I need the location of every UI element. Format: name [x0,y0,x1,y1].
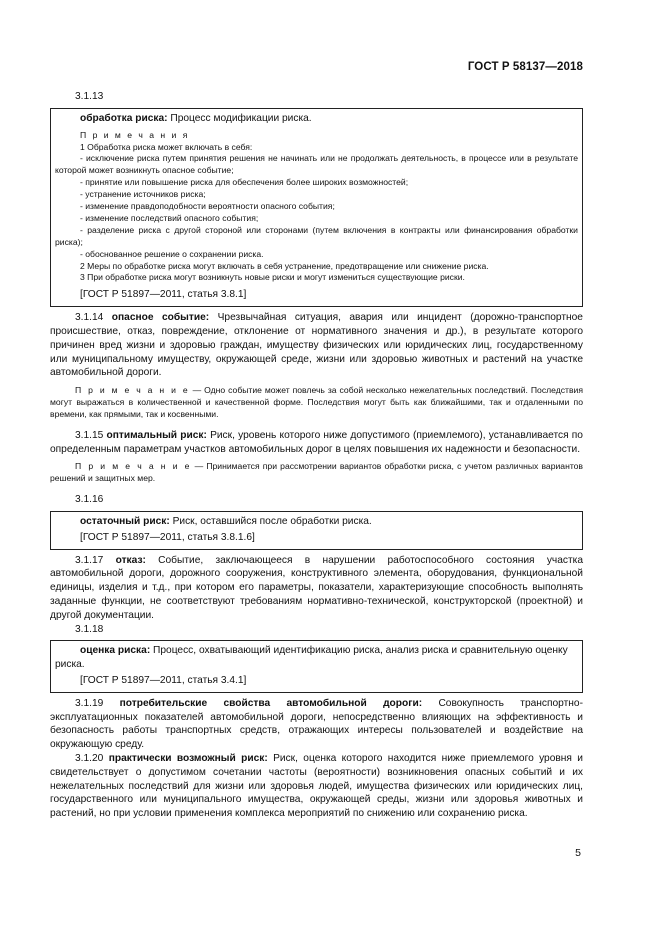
note [50,385,583,421]
term: практически возможный риск: [108,753,268,765]
clause-text: Чрезвычайная ситуация, авария или инцидент (дорожно-транспортное происшествие, отказ, повреждение, отклонение от нормативного значения и др.), в результате которого причинен вред жизни и здоровью граждан, имуществу физических или юридических лиц, государственному или муниципальному имуществу, окружающей среде, жизни или здоровью животных и растений на участке автомобильной дороги. [50,312,583,379]
clause-number: 3.1.17 [75,554,104,566]
clause-3-1-17 [50,554,583,623]
definition: Процесс, охватывающий идентификацию риска, анализ риска и сравнительную оценку риска. [55,645,568,671]
standard-header: ГОСТ Р 58137—2018 [467,61,583,73]
source-reference: [ГОСТ Р 51897—2011, статья 3.8.1.6] [80,531,255,543]
definition-box-3-1-13 [50,108,583,307]
note-2: 2 Меры по обработке риска могут включать в себя устранение, предотвращение или снижение риска. [80,260,489,271]
note [50,461,583,485]
note-bullet: - разделение риска с другой стороной или сторонами (путем включения в контракты или финансирования обработки риска); [55,224,578,247]
term: оценка риска: [80,645,151,657]
term: обработка риска: [80,112,168,124]
clause-3-1-20 [50,752,583,821]
term: оптимальный риск: [106,429,207,441]
clause-number: 3.1.20 [75,753,104,765]
note-bullet: - изменение последствий опасного события; [80,212,259,223]
note-label: П р и м е ч а н и е [75,461,192,472]
page-content [50,90,583,821]
term: опасное событие: [111,312,210,324]
clause-text: Риск, оценка которого находится ниже приемлемого уровня и свидетельствует о допустимом сочетании частоты (вероятности) возникновения опасных событий и их нежелательных последствий для жизни или здоровья людей, имущества физических или юридических лиц, государственного или муниципального имущества, окружающей среды, жизни или здоровья животных и растений, но при условии применения комплекса мероприятий по снижению или сохранению риска. [50,753,583,820]
definition-box-3-1-16 [50,511,583,550]
notes-title: П р и м е ч а н и я [80,129,190,140]
clause-number: 3.1.16 [75,494,104,506]
page-number: 5 [575,847,581,859]
note-3: 3 При обработке риска могут возникнуть новые риски и могут измениться существующие риски. [80,272,465,283]
note-bullet: - исключение риска путем принятия решения не начинать или не продолжать деятельность, в процессе или в результате которой может возникнуть опасное событие; [55,153,578,176]
term: остаточный риск: [80,516,170,528]
definition: Риск, оставшийся после обработки риска. [169,516,372,528]
clause-3-1-14 [50,311,583,380]
source-reference: [ГОСТ Р 51897—2011, статья 3.4.1] [80,675,247,687]
clause-number: 3.1.19 [75,697,104,709]
note-text: — Принимается при рассмотрении вариантов обработки риска, с учетом различных вариантов решений и защитных мер. [50,461,583,484]
clause-3-1-15 [50,429,583,457]
source-reference: [ГОСТ Р 51897—2011, статья 3.8.1] [80,289,247,301]
clause-number: 3.1.15 [75,429,104,441]
clause-text: Совокупность транспортно-эксплуатационных показателей автомобильной дороги, непосредственно влияющих на эффективность и безопасность работы транспортных средств, отражающих интересы пользователей и воздействие на окружающую среду. [50,697,583,751]
note-bullet: - принятие или повышение риска для обеспечения более широких возможностей; [80,177,409,188]
term: потребительские свойства автомобильной дороги: [119,697,423,709]
note-1: 1 Обработка риска может включать в себя: [80,141,253,152]
clause-text: Событие, заключающееся в нарушении работоспособного состояния участка автомобильной дороги, дорожного сооружения, конструктивного элемента, оборудования, функциональной единицы, изделия и т.д., при котором его параметры, показатели, характеризующие способность выполнять заданные функции, не соответствуют требованиям нормативно-технической, конструкторской (проектной) и другой документации. [50,554,583,621]
clause-number: 3.1.18 [75,623,104,635]
note-bullet: - обоснованное решение о сохранении риска. [80,248,264,259]
clause-number: 3.1.14 [75,312,104,324]
note-bullet: - изменение правдоподобности вероятности опасного события; [80,201,335,212]
note-label: П р и м е ч а н и е [75,385,190,396]
note-bullet: - устранение источников риска; [80,189,206,200]
term: отказ: [115,554,146,566]
note-text: — Одно событие может повлечь за собой несколько нежелательных последствий. Последствия могут выражаться в количественной и качественной форме. Последствия могут быть как ближайшими, так и отдаленными по времени, как прямыми, так и косвенными. [50,385,584,419]
clause-number: 3.1.13 [75,91,104,102]
definition: Процесс модификации риска. [167,112,312,124]
clause-text: Риск, уровень которого ниже допустимого (приемлемого), устанавливается по определенным параметрам участков автомобильных дорог в целях повышения их надежности и безопасности. [50,429,583,455]
definition-box-3-1-18 [50,640,583,692]
clause-3-1-19 [50,697,583,752]
